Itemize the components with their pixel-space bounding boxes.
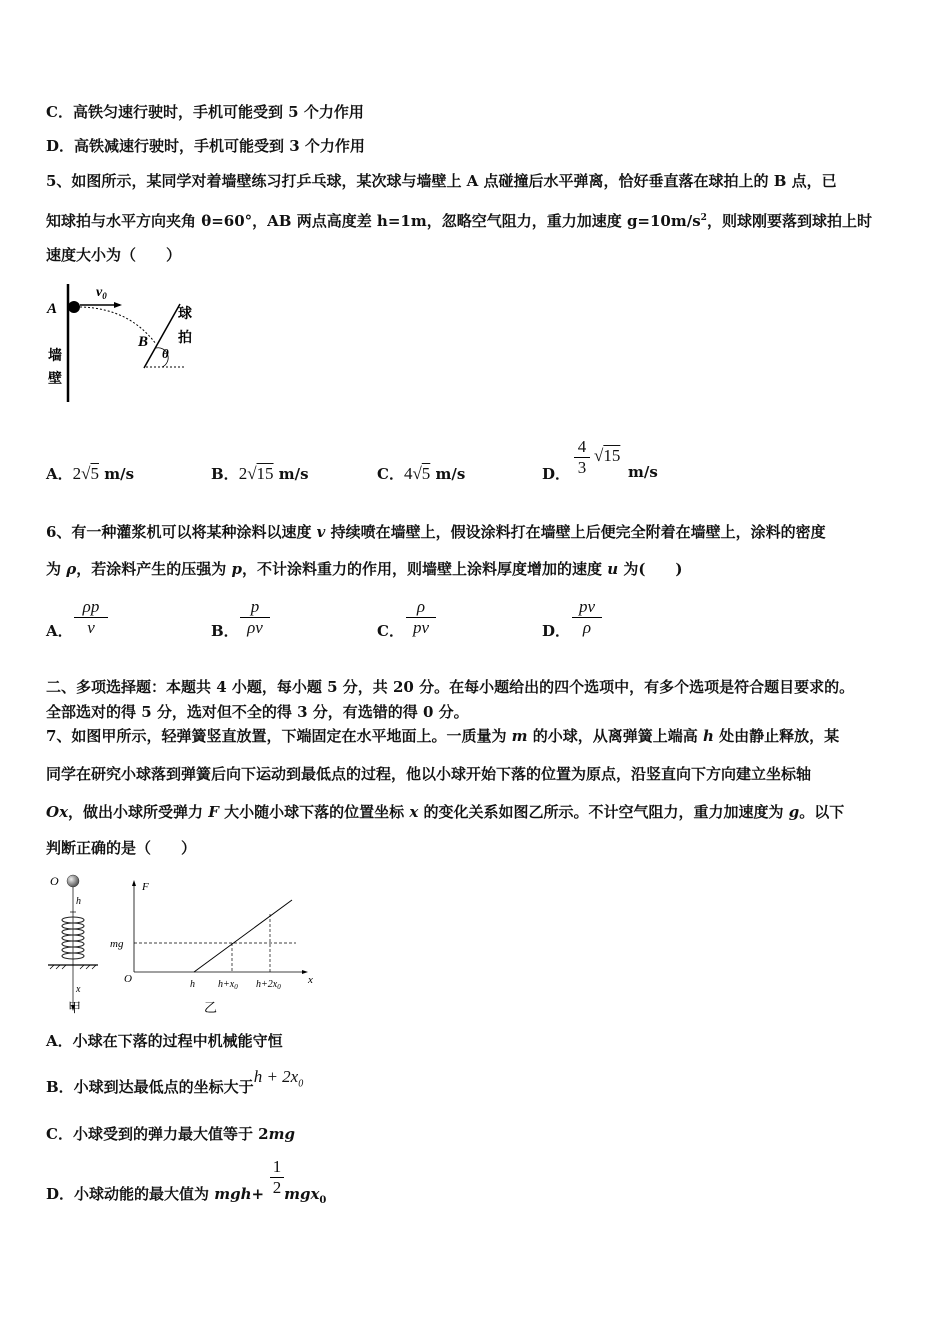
- label-wall-1: 墙: [48, 349, 62, 364]
- label-o: O: [50, 874, 59, 888]
- q6-option-b-letter: B．: [211, 622, 239, 640]
- q7-figure-jia: [40, 868, 106, 1018]
- label-x: x: [76, 984, 81, 995]
- q6-option-b-fraction: p ρv: [240, 597, 270, 638]
- q5-option-b: B．2√15 m/s: [211, 464, 309, 483]
- f-axis-arrowhead: [132, 880, 136, 886]
- q5-stem-line1: 5、如图所示，某同学对着墙壁练习打乒乓球，某次球与墙壁上 A 点碰撞后水平弹离，恰好垂直落在球拍上的 B 点，已: [46, 172, 837, 190]
- q6-stem-line1: 6、有一种灌浆机可以将某种涂料以速度 v 持续喷在墙壁上，假设涂料打在墙壁上后便完全附着在墙壁上，涂料的密度: [46, 523, 826, 541]
- label-b: B: [138, 334, 149, 350]
- force-line: [194, 900, 292, 972]
- tick-h-plus-x0: $h+x_0$: [218, 979, 238, 991]
- q5-option-d-letter: D．: [542, 465, 571, 483]
- ball-a: [68, 301, 80, 313]
- q7-option-c: C．小球受到的弹力最大值等于 2mg: [46, 1125, 295, 1143]
- section2-heading-line2: 全部选对的得 5 分，选对但不全的得 3 分，有选错的得 0 分。: [46, 703, 469, 721]
- label-mg: mg: [110, 938, 124, 950]
- q5-stem-line2: 知球拍与水平方向夹角 θ=60°，AB 两点高度差 h=1m，忽略空气阻力，重力加速度 $g=10m/s^2$，则球刚要落到球拍上时: [46, 212, 872, 230]
- label-racket-2: 拍: [178, 331, 192, 346]
- q7-option-d: D．小球动能的最大值为 mgh+ mgx$_0$: [46, 1185, 327, 1206]
- section2-heading-line1: 二、多项选择题：本题共 4 小题，每小题 5 分，共 20 分。在每小题给出的四个选项中，有多个选项是符合题目要求的。: [46, 678, 855, 696]
- q5-figure: [44, 276, 204, 408]
- label-v0: $v_0$: [96, 285, 107, 301]
- q7-stem-line2: 同学在研究小球落到弹簧后向下运动到最低点的过程，他以小球开始下落的位置为原点，沿竖直向下方向建立坐标轴: [46, 765, 812, 783]
- label-jia: 甲: [68, 1000, 82, 1015]
- v0-arrowhead: [114, 302, 122, 308]
- q5-stem-line3: 速度大小为（ ）: [46, 246, 182, 264]
- tick-h-plus-2x0: $h+2x_0$: [256, 979, 281, 991]
- q7-figure-yi: [108, 872, 324, 1018]
- label-yi: 乙: [204, 1000, 218, 1015]
- q6-option-a-fraction: ρp v: [74, 597, 108, 638]
- label-theta: θ: [162, 346, 169, 361]
- label-wall-2: 壁: [48, 372, 62, 387]
- q5-option-d-radical: √15: [594, 446, 621, 465]
- q5-option-c: C．4√5 m/s: [377, 464, 466, 483]
- q6-option-c-fraction: ρ pv: [406, 597, 436, 638]
- q6-option-a-letter: A．: [46, 622, 73, 640]
- label-f: F: [142, 881, 149, 893]
- q4-option-c: C．高铁匀速行驶时，手机可能受到 5 个力作用: [46, 103, 364, 121]
- q7-stem-line3: Ox，做出小球所受弹力 F 大小随小球下落的位置坐标 x 的变化关系如图乙所示。不计空气阻力，重力加速度为 g。以下: [46, 803, 845, 821]
- q5-option-d-unit: m/s: [628, 463, 658, 481]
- label-origin: O: [124, 973, 132, 985]
- q7-stem-line4: 判断正确的是（ ）: [46, 839, 197, 857]
- label-x-axis: x: [308, 974, 313, 986]
- label-a: A: [47, 301, 58, 317]
- tick-h: h: [190, 979, 195, 990]
- label-h: h: [76, 896, 81, 907]
- q5-option-d-fraction: 4 3: [574, 437, 590, 478]
- q7-option-d-fraction: 1 2: [270, 1157, 284, 1198]
- q6-stem-line2: 为 ρ，若涂料产生的压强为 p，不计涂料重力的作用，则墙壁上涂料厚度增加的速度 u 为( ): [46, 560, 683, 578]
- label-racket-1: 球: [178, 307, 192, 322]
- q6-option-d-letter: D．: [542, 622, 571, 640]
- q7-option-a: A．小球在下落的过程中机械能守恒: [46, 1032, 283, 1050]
- q4-option-d: D．高铁减速行驶时，手机可能受到 3 个力作用: [46, 137, 365, 155]
- q6-option-d-fraction: pv ρ: [572, 597, 602, 638]
- ball: [67, 875, 79, 887]
- q6-option-c-letter: C．: [377, 622, 404, 640]
- q5-option-a: A．2√5 m/s: [46, 464, 135, 483]
- q7-option-b: B．小球到达最低点的坐标大于$h + 2x_0$: [46, 1067, 304, 1096]
- q7-stem-line1: 7、如图甲所示，轻弹簧竖直放置，下端固定在水平地面上。一质量为 m 的小球，从离弹簧上端高 h 处由静止释放，某: [46, 727, 840, 745]
